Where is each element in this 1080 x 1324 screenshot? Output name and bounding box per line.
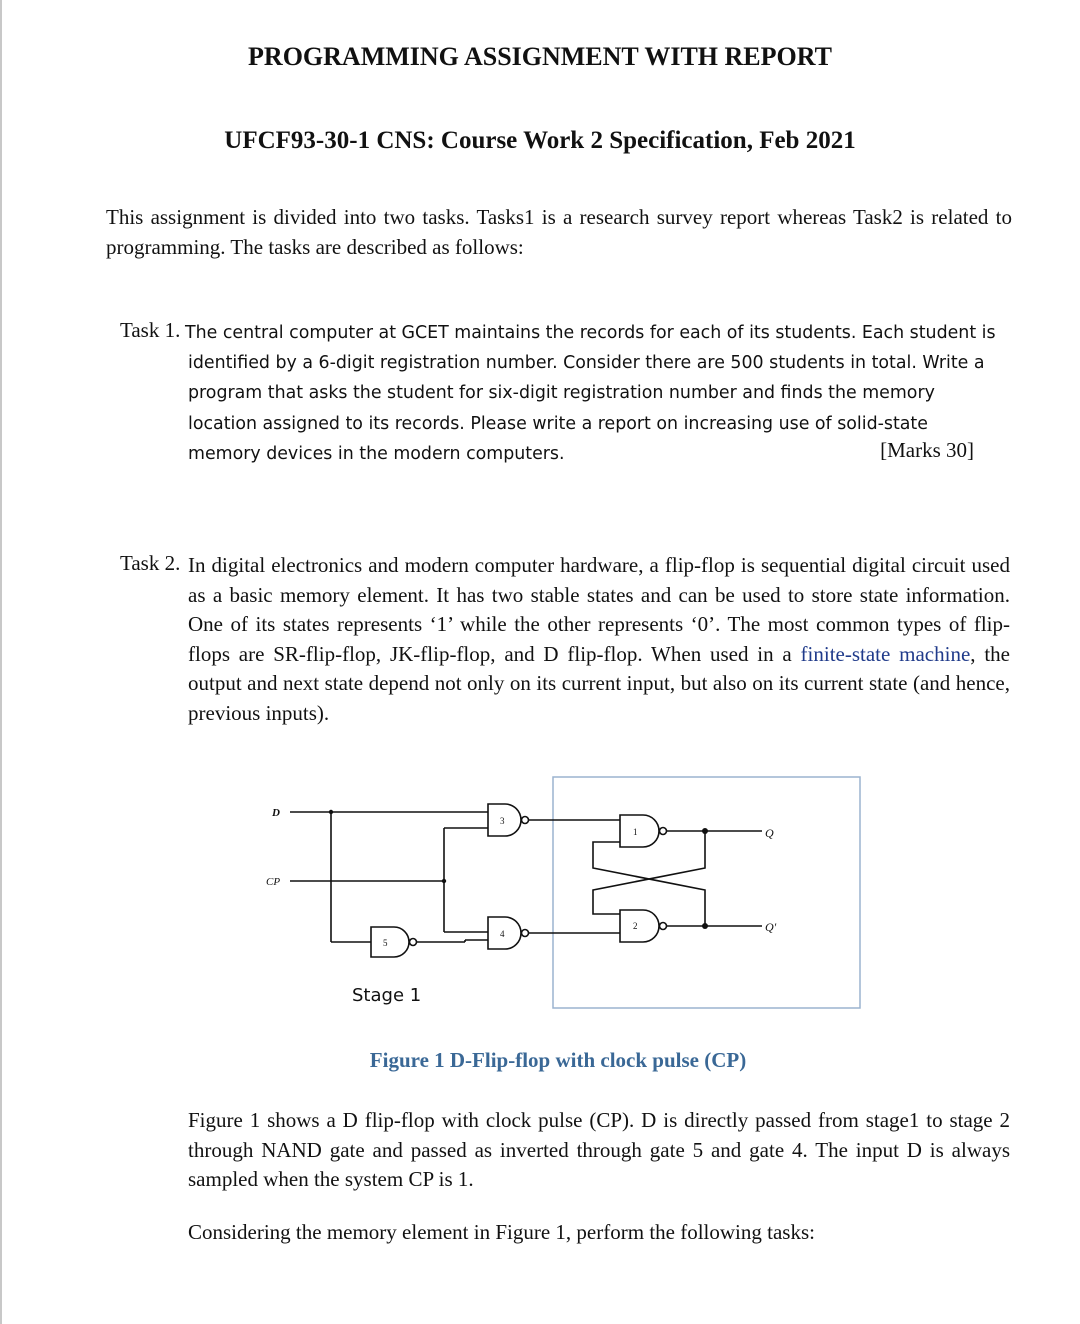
task2-label: Task 2.	[120, 551, 181, 575]
gate-1-nand	[620, 815, 659, 847]
task2-body-before: In digital electronics and modern computer hardware, a flip-flop is sequential digital circuit used as a basic memory element. It has two stable states and can be used to store state information. One of its states represents ‘1’ while the other represents ‘0’. The most common types of flip-flops are SR-flip-flop, JK-flip-flop, and D flip-flop. When used in a	[188, 553, 1010, 666]
task1-body: identified by a 6-digit registration number. Consider there are 500 students in total. Write a program that asks the student for six-digit registration number and finds the memory location assigned to its records. Please write a report on increasing use of solid-state memory devices in the modern computers.	[188, 353, 985, 464]
figure-caption: Figure 1 D-Flip-flop with clock pulse (CP)	[369, 1048, 747, 1072]
output-q-label: Q	[765, 826, 774, 840]
gate-5-bubble	[410, 939, 417, 946]
gate-4-bubble	[522, 930, 529, 937]
output-q-bar-label: Q'	[765, 920, 777, 934]
stage2-box	[553, 777, 860, 1008]
stage-1-label: Stage 1	[352, 985, 422, 1006]
intro-paragraph: This assignment is divided into two tasks. Tasks1 is a research survey report whereas Task2 is related to programming. The tasks are described as follows:	[106, 205, 1012, 259]
task1-first-line: The central computer at GCET maintains the records for each of its students. Each student is	[185, 323, 996, 343]
q-bar-junction-dot	[702, 923, 708, 929]
d-junction-dot	[329, 810, 333, 814]
page-left-edge	[0, 0, 2, 1324]
page-subtitle: UFCF93-30-1 CNS: Course Work 2 Specification, Feb 2021	[224, 127, 856, 154]
gate-5-label: 5	[383, 938, 388, 948]
gate-3-bubble	[522, 817, 529, 824]
input-cp-label: CP	[266, 876, 281, 888]
gate-2-bubble	[660, 923, 667, 930]
input-d-label: D	[272, 807, 280, 819]
gate-2-nand	[620, 910, 659, 942]
gate-1-label: 1	[633, 827, 638, 837]
gate-3-nand	[488, 804, 521, 836]
d-flip-flop-diagram	[250, 770, 870, 1020]
gate-4-label: 4	[500, 929, 505, 939]
task2-body-after: , the output and next state depend not only on its current input, but also on its current state (and hence, previous inputs).	[188, 641, 1010, 725]
final-instruction: Considering the memory element in Figure 1, perform the following tasks:	[188, 1220, 815, 1244]
task2-description	[188, 551, 1010, 729]
gate-3-label: 3	[500, 816, 505, 826]
page-title: PROGRAMMING ASSIGNMENT WITH REPORT	[248, 42, 832, 71]
finite-state-machine-link[interactable]: finite-state machine	[800, 641, 971, 666]
task1-label: Task 1.	[120, 318, 181, 342]
task1-marks: [Marks 30]	[880, 438, 974, 462]
gate-2-label: 2	[633, 921, 638, 931]
cp-junction-dot	[442, 879, 446, 883]
gate-1-bubble	[660, 828, 667, 835]
gate-5-nand	[371, 927, 409, 957]
gate-4-nand	[488, 917, 521, 949]
task1-description	[185, 318, 1000, 469]
q-feedback-wire	[593, 831, 705, 914]
q-junction-dot	[702, 828, 708, 834]
figure-explanation: Figure 1 shows a D flip-flop with clock pulse (CP). D is directly passed from stage1 to stage 2 through NAND gate and passed as inverted through gate 5 and gate 4. The input D is always sampled when the system CP is 1.	[188, 1108, 1010, 1192]
